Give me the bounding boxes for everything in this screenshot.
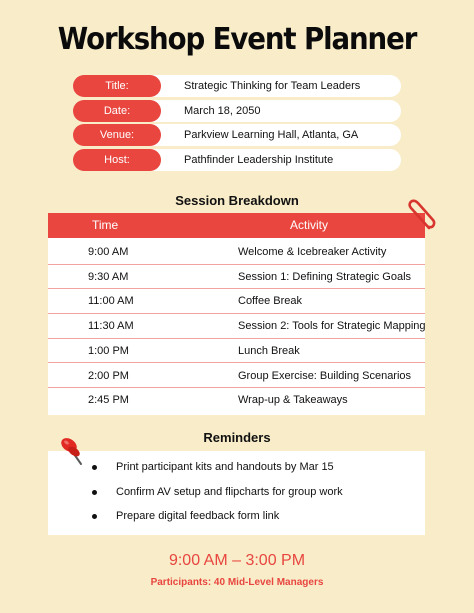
reminder-text: Confirm AV setup and flipcharts for group work bbox=[116, 486, 343, 498]
session-heading: Session Breakdown bbox=[175, 193, 299, 208]
table-row bbox=[48, 364, 425, 389]
session-table bbox=[48, 213, 425, 415]
table-row bbox=[48, 388, 425, 413]
detail-label: Host: bbox=[73, 149, 161, 171]
list-item bbox=[48, 504, 425, 528]
session-time: 11:00 AM bbox=[88, 295, 134, 308]
session-activity: Session 2: Tools for Strategic Mapping bbox=[238, 320, 426, 333]
detail-label: Date: bbox=[73, 100, 161, 122]
paperclip-icon bbox=[402, 197, 438, 235]
detail-value: Strategic Thinking for Team Leaders bbox=[184, 80, 361, 92]
session-activity: Wrap-up & Takeaways bbox=[238, 394, 348, 407]
event-time-range: 9:00 AM – 3:00 PM bbox=[168, 552, 306, 569]
session-time: 11:30 AM bbox=[88, 320, 134, 333]
reminders-list bbox=[48, 451, 425, 535]
session-activity: Session 1: Defining Strategic Goals bbox=[238, 270, 412, 283]
bullet-icon bbox=[92, 490, 97, 495]
reminder-text: Prepare digital feedback form link bbox=[116, 510, 280, 522]
session-activity: Coffee Break bbox=[238, 295, 303, 308]
table-header bbox=[48, 213, 425, 238]
column-header-time: Time bbox=[92, 218, 119, 232]
session-activity: Lunch Break bbox=[238, 344, 300, 357]
detail-row-host bbox=[73, 149, 401, 171]
table-row bbox=[48, 240, 425, 265]
table-row bbox=[48, 265, 425, 290]
bullet-icon bbox=[92, 514, 97, 519]
detail-row-title bbox=[73, 75, 401, 97]
detail-value: Parkview Learning Hall, Atlanta, GA bbox=[184, 129, 359, 141]
reminders-heading: Reminders bbox=[203, 430, 271, 445]
bullet-icon bbox=[92, 465, 97, 470]
list-item bbox=[48, 455, 425, 479]
session-time: 1:00 PM bbox=[88, 344, 129, 357]
session-time: 9:00 AM bbox=[88, 246, 129, 258]
detail-row-venue bbox=[73, 124, 401, 146]
session-time: 2:45 PM bbox=[88, 394, 129, 407]
detail-label: Venue: bbox=[73, 124, 161, 146]
reminder-text: Print participant kits and handouts by Mar 15 bbox=[116, 461, 334, 473]
session-activity: Group Exercise: Building Scenarios bbox=[238, 369, 412, 382]
detail-value: March 18, 2050 bbox=[184, 105, 261, 117]
table-row bbox=[48, 339, 425, 364]
detail-value: Pathfinder Leadership Institute bbox=[184, 154, 334, 166]
participants-summary: Participants: 40 Mid-Level Managers bbox=[150, 577, 324, 588]
detail-label: Title: bbox=[73, 75, 161, 97]
table-row bbox=[48, 314, 425, 339]
detail-row-date bbox=[73, 100, 401, 122]
table-row bbox=[48, 289, 425, 314]
page-title: Workshop Event Planner bbox=[57, 22, 417, 57]
pushpin-icon bbox=[57, 434, 91, 468]
session-activity: Welcome & Icebreaker Activity bbox=[238, 246, 387, 258]
list-item bbox=[48, 480, 425, 504]
session-time: 2:00 PM bbox=[88, 369, 129, 382]
column-header-activity: Activity bbox=[290, 218, 329, 232]
session-time: 9:30 AM bbox=[88, 270, 129, 283]
